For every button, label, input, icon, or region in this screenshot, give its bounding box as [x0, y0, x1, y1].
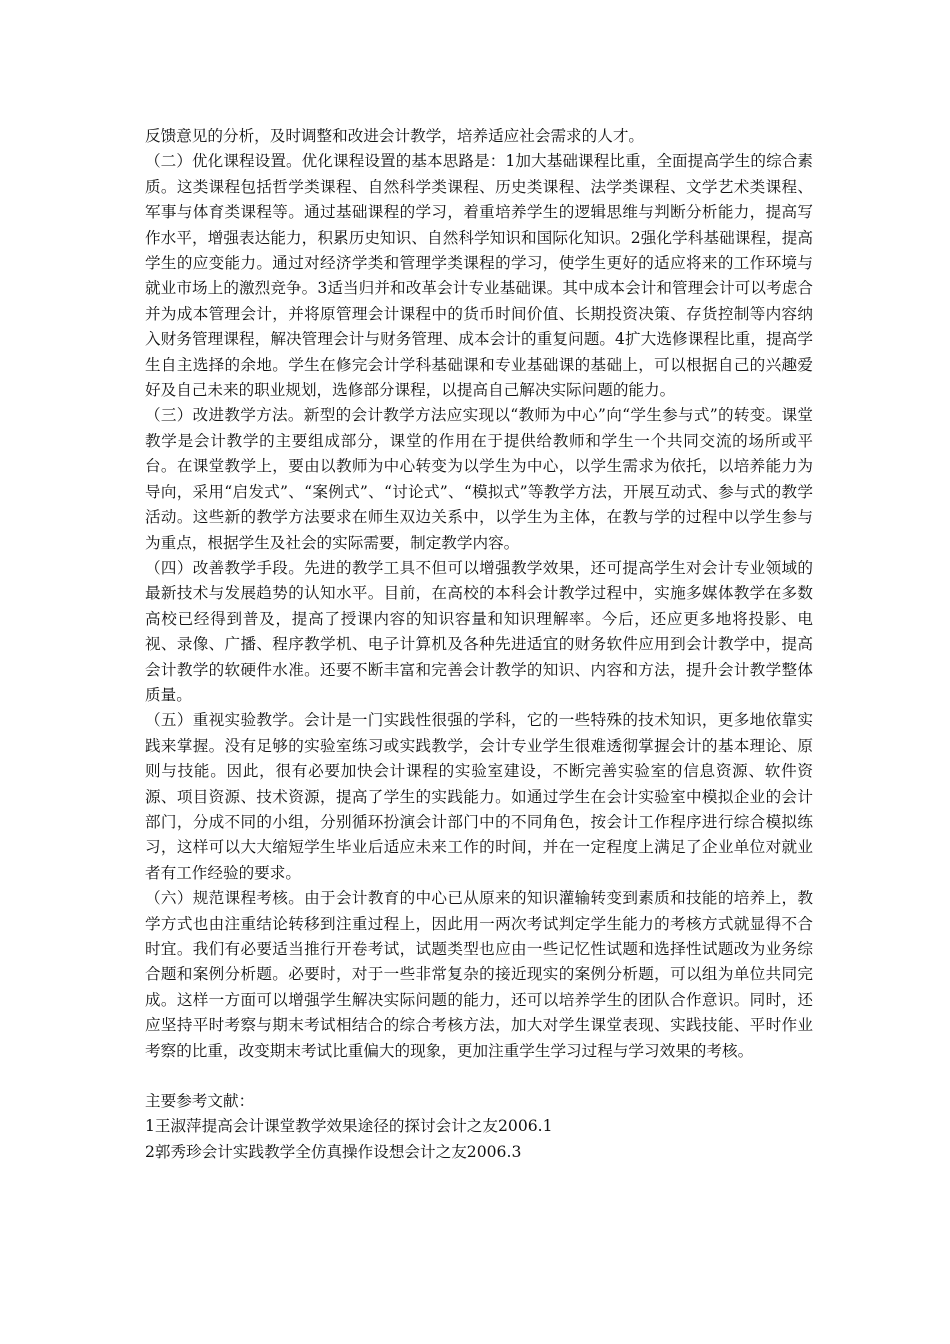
body-paragraph-5: （五）重视实验教学。会计是一门实践性很强的学科，它的一些特殊的技术知识，更多地依靠实践来掌握。没有足够的实验室练习或实践教学，会计专业学生很难透彻掌握会计的基本理论、原则与技能。因此，很有必要加快会计课程的实验室建设，不断完善实验室的信息资源、软件资源、项目资源、技术资源，提高了学生的实践能力。如通过学生在会计实验室中模拟企业的会计部门，分成不同的小组，分别循环扮演会计部门中的不同角色，按会计工作程序进行综合模拟练习，这样可以大大缩短学生毕业后适应未来工作的时间，并在一定程度上满足了企业单位对就业者有工作经验的要求。 [145, 711, 813, 882]
body-paragraph-1: 反馈意见的分析，及时调整和改进会计教学，培养适应社会需求的人才。 [145, 127, 645, 145]
document-page [145, 124, 813, 1165]
body-paragraph-2: （二）优化课程设置。优化课程设置的基本思路是：1加大基础课程比重，全面提高学生的综合素质。这类课程包括哲学类课程、自然科学类课程、历史类课程、法学类课程、文学艺术类课程、军事与体育类课程等。通过基础课程的学习，着重培养学生的逻辑思维与判断分析能力，提高写作水平，增强表达能力，积累历史知识、自然科学知识和国际化知识。2强化学科基础课程，提高学生的应变能力。通过对经济学类和管理学类课程的学习，使学生更好的适应将来的工作环境与就业市场上的激烈竞争。3适当归并和改革会计专业基础课。其中成本会计和管理会计可以考虑合并为成本管理会计，并将原管理会计课程中的货币时间价值、长期投资决策、存货控制等内容纳入财务管理课程，解决管理会计与财务管理、成本会计的重复问题。4扩大选修课程比重，提高学生自主选择的余地。学生在修完会计学科基础课和专业基础课的基础上，可以根据自己的兴趣爱好及自己未来的职业规划，选修部分课程，以提高自己解决实际问题的能力。 [145, 152, 813, 400]
body-paragraph-4: （四）改善教学手段。先进的教学工具不但可以增强教学效果，还可提高学生对会计专业领域的最新技术与发展趋势的认知水平。目前，在高校的本科会计教学过程中，实施多媒体教学在多数高校已经得到普及，提高了授课内容的知识容量和知识理解率。今后，还应更多地将投影、电视、录像、广播、程序教学机、电子计算机及各种先进适宜的财务软件应用到会计教学中，提高会计教学的软硬件水准。还要不断丰富和完善会计教学的知识、内容和方法，提升会计教学整体质量。 [145, 558, 813, 704]
body-paragraph-3: （三）改进教学方法。新型的会计教学方法应实现以“教师为中心”向“学生参与式”的转变。课堂教学是会计教学的主要组成部分，课堂的作用在于提供给教师和学生一个共同交流的场所或平台。在课堂教学上，要由以教师为中心转变为以学生为中心，以学生需求为依托，以培养能力为导向，采用“启发式”、“案例式”、“讨论式”、“模拟式”等教学方法，开展互动式、参与式的教学活动。这些新的教学方法要求在师生双边关系中，以学生为主体，在教与学的过程中以学生参与为重点，根据学生及社会的实际需要，制定教学内容。 [145, 406, 813, 552]
body-paragraph-6: （六）规范课程考核。由于会计教育的中心已从原来的知识灌输转变到素质和技能的培养上，教学方式也由注重结论转移到注重过程上，因此用一两次考试判定学生能力的考核方式就显得不合时宜。我们有必要适当推行开卷考试，试题类型也应由一些记忆性试题和选择性试题改为业务综合题和案例分析题。必要时，对于一些非常复杂的接近现实的案例分析题，可以组为单位共同完成。这样一方面可以增强学生解决实际问题的能力，还可以培养学生的团队合作意识。同时，还应坚持平时考察与期末考试相结合的综合考核方法，加大对学生课堂表现、实践技能、平时作业考察的比重，改变期末考试比重偏大的现象，更加注重学生学习过程与学习效果的考核。 [145, 889, 813, 1060]
reference-item-1: 1王淑萍提高会计课堂教学效果途径的探讨会计之友2006.1 [145, 1117, 553, 1136]
references-heading: 主要参考文献： [145, 1092, 255, 1111]
references-section [145, 1089, 813, 1165]
reference-item-2: 2郭秀珍会计实践教学全仿真操作设想会计之友2006.3 [145, 1142, 522, 1161]
